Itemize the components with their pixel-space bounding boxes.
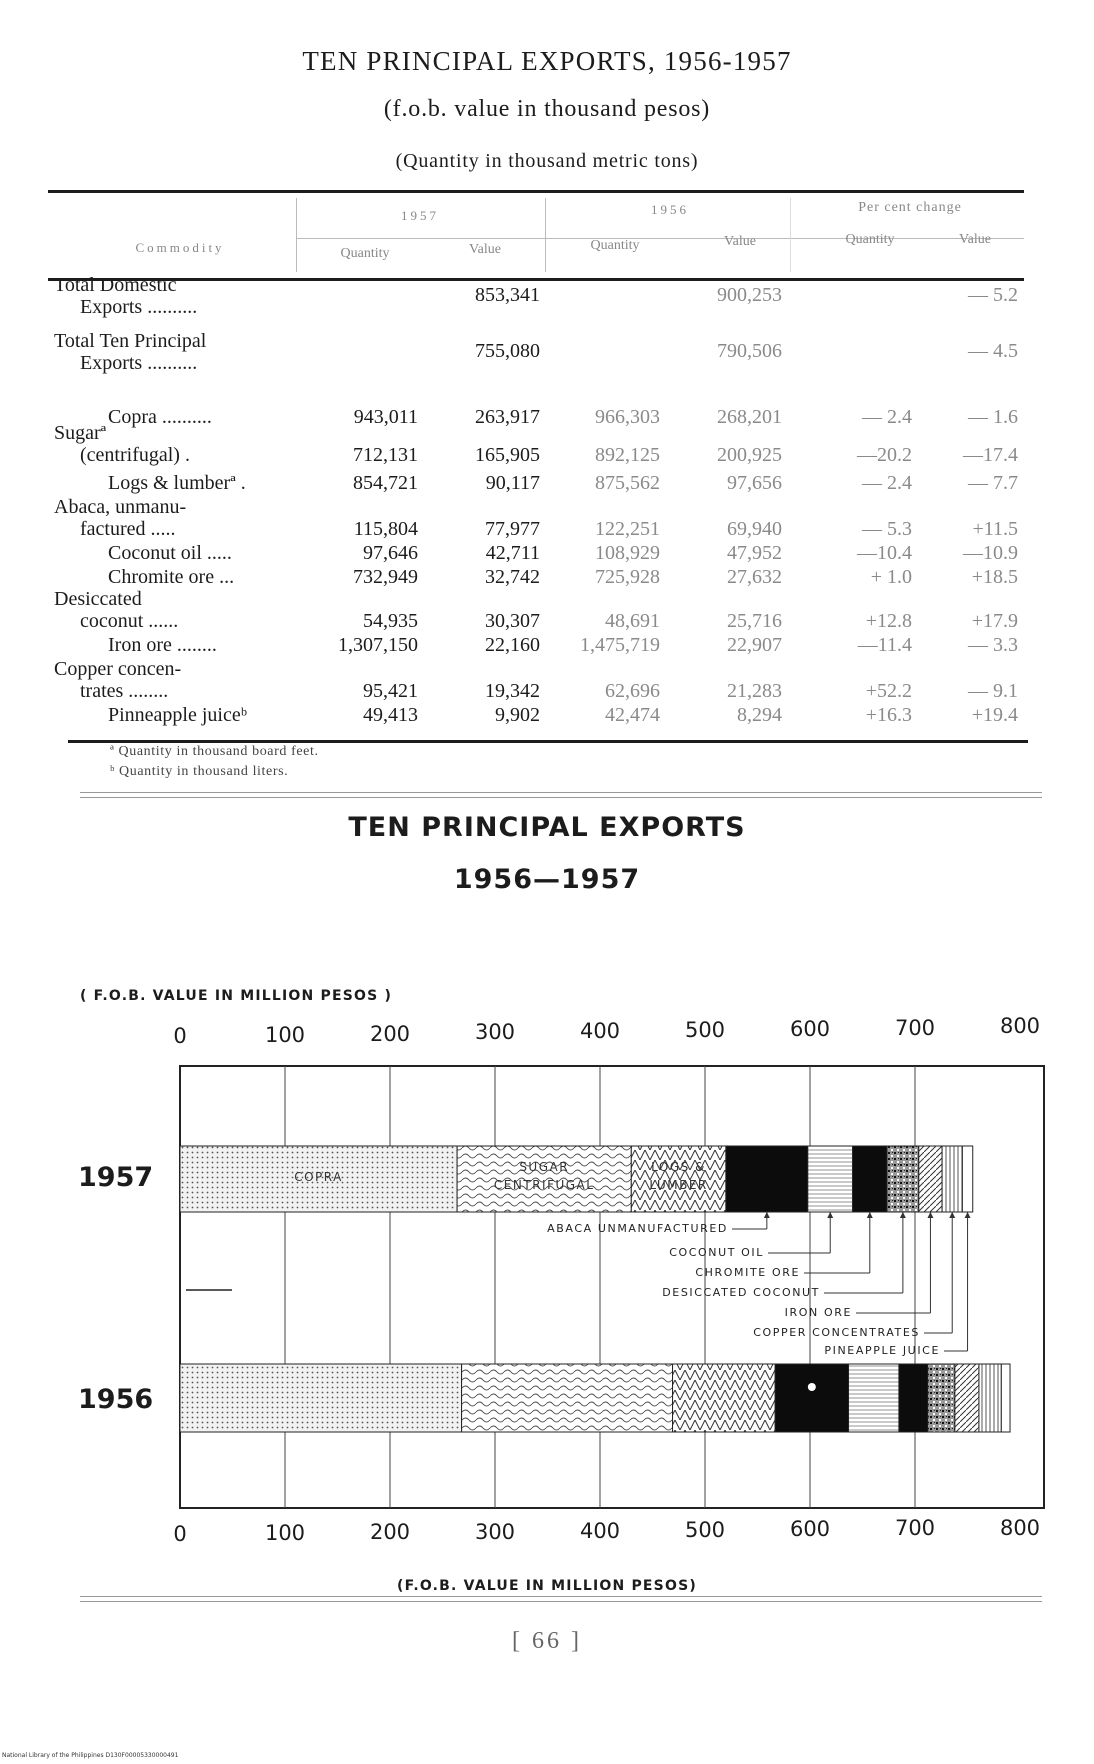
bar-segment-1956-logs-lumber — [673, 1364, 776, 1432]
table-title: TEN PRINCIPAL EXPORTS, 1956-1957 — [302, 46, 792, 76]
cell-q57: 115,804 — [353, 518, 418, 540]
leader-arrow — [949, 1212, 955, 1218]
page-number: [ 66 ] — [512, 1628, 582, 1654]
library-credit: National Library of the Philippines D130F00005330000491 — [2, 1752, 179, 1759]
cell-pv: — 3.3 — [968, 634, 1018, 656]
separator-bottom-2 — [80, 1601, 1042, 1602]
chart-title: TEN PRINCIPAL EXPORTS — [348, 812, 746, 843]
row-label: Logs & lumberª . — [108, 472, 246, 494]
cell-v56: 900,253 — [717, 284, 782, 306]
cell-v56: 25,716 — [727, 610, 782, 632]
leader-arrow — [965, 1212, 971, 1218]
header-v57: Value — [469, 242, 501, 257]
bar-segment-1957-chromite-ore — [853, 1146, 887, 1212]
abaca-1956-dot — [808, 1383, 816, 1391]
year-label-1956: 1956 — [78, 1384, 154, 1415]
cell-v56: 8,294 — [737, 704, 782, 726]
bar-segment-1956-pineapple-juice — [1001, 1364, 1010, 1432]
cell-pv: +18.5 — [971, 566, 1018, 588]
row-label: Exports .......... — [80, 296, 198, 318]
cell-pq: +12.8 — [865, 610, 912, 632]
x-tick-top: 600 — [789, 1016, 831, 1041]
cell-v57: 30,307 — [485, 610, 540, 632]
cell-pv: — 9.1 — [968, 680, 1018, 702]
leader-arrow — [827, 1212, 833, 1218]
bar-segment-1957-copper-concentrates — [942, 1146, 962, 1212]
row-label-line1: Copper concen- — [54, 658, 182, 680]
row-label: Pinneapple juiceᵇ — [108, 704, 247, 726]
row-label: coconut ...... — [80, 610, 179, 632]
axis-label-top: ( F.O.B. VALUE IN MILLION PESOS ) — [80, 988, 393, 1004]
cell-q57: 712,131 — [353, 444, 418, 466]
cell-v56: 69,940 — [727, 518, 782, 540]
bar-segment-1957-iron-ore — [919, 1146, 942, 1212]
cell-pv: — 1.6 — [968, 406, 1018, 428]
cell-v57: 42,711 — [485, 542, 540, 564]
cell-v57: 90,117 — [485, 472, 540, 494]
chart-subtitle: 1956—1957 — [453, 864, 641, 895]
cell-q57: 732,949 — [353, 566, 418, 588]
row-label-line1: Total Ten Principal — [54, 330, 207, 352]
cell-v56: 21,283 — [727, 680, 782, 702]
cell-q57: 49,413 — [363, 704, 418, 726]
cell-v56: 268,201 — [717, 406, 782, 428]
cell-pv: — 4.5 — [968, 340, 1018, 362]
cell-pq: — 5.3 — [862, 518, 912, 540]
x-tick-top: 300 — [474, 1020, 516, 1045]
table-note: (Quantity in thousand metric tons) — [395, 150, 699, 172]
header-pv: Value — [959, 232, 991, 247]
x-tick-top: 400 — [579, 1019, 621, 1044]
cell-v57: 32,742 — [485, 566, 540, 588]
bar-segment-1956-desiccated-coconut — [928, 1364, 955, 1432]
bar-segment-1956-iron-ore — [955, 1364, 979, 1432]
cell-q56: 892,125 — [595, 444, 660, 466]
x-tick-bottom: 100 — [264, 1521, 306, 1546]
cell-v56: 790,506 — [717, 340, 782, 362]
cell-q57: 1,307,150 — [338, 634, 418, 656]
cell-v57: 755,080 — [475, 340, 540, 362]
footnote-a: ª Quantity in thousand board feet. — [110, 744, 319, 759]
cell-q57: 54,935 — [363, 610, 418, 632]
footnote-b: ᵇ Quantity in thousand liters. — [110, 764, 289, 779]
cell-v56: 22,907 — [727, 634, 782, 656]
x-tick-bottom: 200 — [369, 1520, 411, 1545]
cell-pv: +19.4 — [971, 704, 1018, 726]
cell-q57: 943,011 — [353, 406, 418, 428]
cell-v57: 9,902 — [495, 704, 540, 726]
x-tick-bottom: 600 — [789, 1517, 831, 1542]
x-tick-top: 700 — [894, 1015, 936, 1040]
bar-segment-1956-abaca-unmanufactured — [775, 1364, 848, 1432]
cell-q56: 108,929 — [595, 542, 660, 564]
row-label: (centrifugal) . — [80, 444, 190, 466]
cell-pq: — 2.4 — [862, 472, 912, 494]
row-label-line1: Sugarª — [54, 422, 107, 444]
cell-pq: —10.4 — [857, 542, 912, 564]
inline-label: COPRA — [294, 1170, 343, 1184]
bar-segment-1956-coconut-oil — [849, 1364, 899, 1432]
legend-label-chromite-ore: CHROMITE ORE — [695, 1266, 800, 1279]
bar-segment-1957-desiccated-coconut — [887, 1146, 919, 1212]
x-tick-bottom: 300 — [474, 1519, 516, 1544]
leader-arrow — [764, 1212, 770, 1218]
cell-pv: —10.9 — [963, 542, 1018, 564]
row-label-line1: Total Domestic — [54, 274, 177, 296]
bar-segment-1956-sugar-centrifugal — [462, 1364, 673, 1432]
leader-arrow — [900, 1212, 906, 1218]
legend-label-copper-concentrates: COPPER CONCENTRATES — [753, 1326, 920, 1339]
cell-v56: 200,925 — [717, 444, 782, 466]
cell-pq: — 2.4 — [862, 406, 912, 428]
x-tick-bottom: 800 — [999, 1515, 1041, 1540]
cell-q57: 97,646 — [363, 542, 418, 564]
legend-label-coconut-oil: COCONUT OIL — [669, 1246, 764, 1259]
cell-pv: — 5.2 — [968, 284, 1018, 306]
x-tick-top: 200 — [369, 1021, 411, 1046]
cell-q56: 48,691 — [605, 610, 660, 632]
cell-q57: 95,421 — [363, 680, 418, 702]
inline-label: LUMBER — [649, 1178, 708, 1192]
x-tick-top: 500 — [684, 1018, 726, 1042]
separator-bottom-1 — [80, 1596, 1042, 1597]
header-q56: Quantity — [590, 238, 640, 253]
legend-label-pineapple-juice: PINEAPPLE JUICE — [824, 1344, 940, 1357]
x-tick-top: 800 — [999, 1014, 1041, 1039]
cell-q56: 42,474 — [605, 704, 660, 726]
leader-arrow — [867, 1212, 873, 1218]
x-tick-top: 100 — [264, 1022, 306, 1047]
header-q57: Quantity — [340, 246, 390, 261]
cell-q56: 725,928 — [595, 566, 660, 588]
cell-pq: —11.4 — [857, 634, 912, 656]
header-v56: Value — [724, 234, 756, 249]
bar-segment-1956-copra — [180, 1364, 462, 1432]
cell-v57: 165,905 — [475, 444, 540, 466]
bar-segment-1957-coconut-oil — [808, 1146, 853, 1212]
cell-v56: 97,656 — [727, 472, 782, 494]
row-label: Coconut oil ..... — [108, 542, 232, 564]
inline-label: CENTRIFUGAL — [493, 1178, 595, 1192]
cell-pq: —20.2 — [857, 444, 912, 466]
header-percent-change: Per cent change — [858, 200, 962, 215]
x-tick-bottom: 0 — [173, 1522, 187, 1546]
x-tick-bottom: 500 — [684, 1518, 726, 1542]
cell-v57: 853,341 — [475, 284, 540, 306]
row-label: Copra .......... — [108, 406, 212, 428]
row-label: Exports .......... — [80, 352, 198, 374]
axis-label-bottom: (F.O.B. VALUE IN MILLION PESOS) — [397, 1578, 697, 1594]
cell-pv: +17.9 — [971, 610, 1018, 632]
row-label-line1: Abaca, unmanu- — [54, 496, 187, 518]
cell-q56: 1,475,719 — [580, 634, 660, 656]
cell-v57: 77,977 — [485, 518, 540, 540]
year-label-1957: 1957 — [78, 1162, 154, 1193]
legend-label-desiccated-coconut: DESICCATED COCONUT — [662, 1286, 820, 1299]
cell-q56: 122,251 — [595, 518, 660, 540]
row-label: factured ..... — [80, 518, 176, 540]
row-label: Iron ore ........ — [108, 634, 217, 656]
cell-q56: 62,696 — [605, 680, 660, 702]
cell-v57: 263,917 — [475, 406, 540, 428]
inline-label: LOGS & — [651, 1160, 706, 1174]
cell-q56: 875,562 — [595, 472, 660, 494]
cell-v56: 47,952 — [727, 542, 782, 564]
bar-segment-1956-copper-concentrates — [979, 1364, 1001, 1432]
x-tick-bottom: 400 — [579, 1518, 621, 1543]
header-1956: 1956 — [651, 202, 689, 217]
x-tick-top: 0 — [173, 1024, 187, 1048]
row-label: trates ........ — [80, 680, 169, 702]
cell-pq: +16.3 — [865, 704, 912, 726]
legend-label-iron-ore: IRON ORE — [784, 1306, 852, 1319]
cell-v57: 22,160 — [485, 634, 540, 656]
inline-label: SUGAR — [519, 1160, 570, 1174]
bar-segment-1957-pineapple-juice — [962, 1146, 972, 1212]
cell-q57: 854,721 — [353, 472, 418, 494]
cell-pq: +52.2 — [865, 680, 912, 702]
row-label-line1: Desiccated — [54, 588, 142, 610]
cell-pq: + 1.0 — [870, 566, 912, 588]
x-tick-bottom: 700 — [894, 1516, 936, 1541]
cell-q56: 966,303 — [595, 406, 660, 428]
legend-label-abaca-unmanufactured: ABACA UNMANUFACTURED — [547, 1222, 728, 1235]
cell-pv: —17.4 — [963, 444, 1018, 466]
row-label: Chromite ore ... — [108, 566, 235, 588]
cell-pv: +11.5 — [972, 518, 1018, 540]
header-1957: 1957 — [401, 208, 439, 223]
header-commodity: Commodity — [135, 240, 225, 255]
table-subtitle: (f.o.b. value in thousand pesos) — [383, 96, 711, 122]
cell-pv: — 7.7 — [968, 472, 1018, 494]
cell-v56: 27,632 — [727, 566, 782, 588]
header-pq: Quantity — [845, 232, 895, 247]
leader-arrow — [927, 1212, 933, 1218]
bar-segment-1956-chromite-ore — [899, 1364, 928, 1432]
cell-v57: 19,342 — [485, 680, 540, 702]
